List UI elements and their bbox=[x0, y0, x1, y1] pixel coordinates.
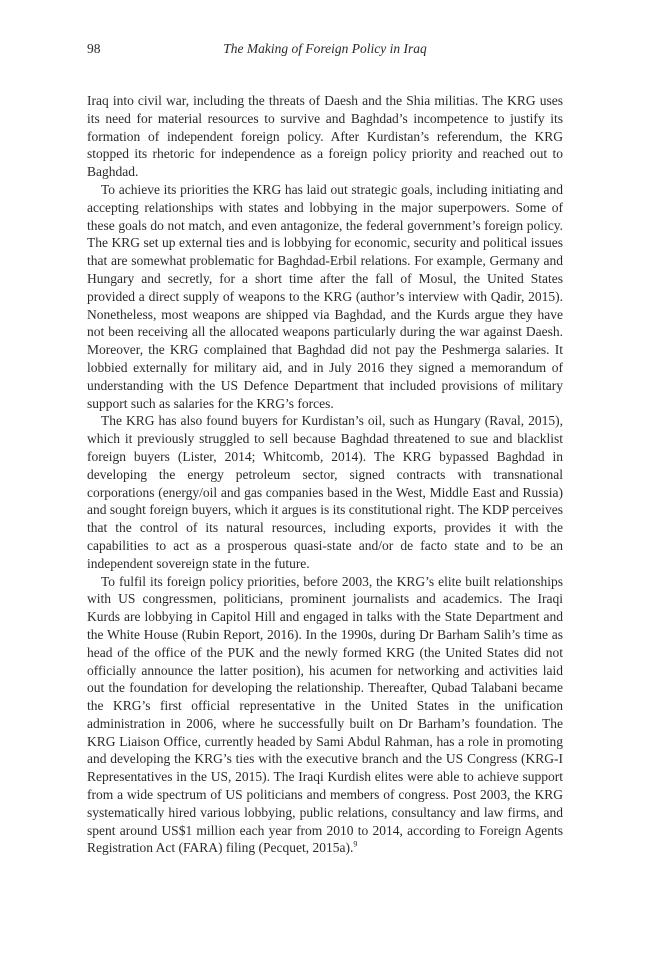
paragraph bbox=[87, 412, 563, 572]
page-header bbox=[87, 40, 563, 64]
paragraph bbox=[87, 573, 563, 858]
running-title: The Making of Foreign Policy in Iraq bbox=[223, 41, 427, 56]
paragraph bbox=[87, 181, 563, 412]
paragraph bbox=[87, 92, 563, 181]
paragraph-text: Iraq into civil war, including the threats of Daesh and the Shia militias. The KRG uses its need for material resources to survive and Baghdad’s incompetence to justify its formation of independent foreign policy. After Kurdistan’s referendum, the KRG stopped its rhetoric for independence as a foreign policy priority and reached out to Baghdad. bbox=[87, 93, 563, 180]
paragraph-text: The KRG has also found buyers for Kurdistan’s oil, such as Hungary (Raval, 2015), which it previously struggled to sell because Baghdad threatened to sue and blacklist foreign buyers (Lister, 2014; Whitcomb, 2014). The KRG bypassed Baghdad in developing the energy petroleum sector, signed contracts with transnational corporations (energy/oil and gas companies based in the West, Middle East and Russia) and sought foreign buyers, which it argues is its constitutional right. The KDP perceives that the control of its natural resources, including exports, provides it with the capabilities to act as a prosperous quasi-state and/or de facto state and to be an independent sovereign state in the future. bbox=[87, 413, 563, 571]
body-text bbox=[87, 92, 563, 857]
paragraph-text: To fulfil its foreign policy priorities, before 2003, the KRG’s elite built relationships with US congressmen, politicians, prominent journalists and academics. The Iraqi Kurds are lobbying in Capitol Hill and engaged in talks with the State Department and the White House (Rubin Report, 2016). In the 1990s, during Dr Barham Salih’s time as head of the office of the PUK and the newly formed KRG (the United States did not officially announce the latter position), his acumen for networking and activities laid out the foundation for developing the relationship. Thereafter, Qubad Talabani became the KRG’s first official representative in the United States in the unification administration in 2006, where he successfully built on Dr Barham’s foundation. The KRG Liaison Office, currently headed by Sami Abdul Rahman, has a role in promoting and developing the KRG’s ties with the executive branch and the US Congress (KRG-I Representatives in the US, 2015). The Iraqi Kurdish elites were able to achieve support from a wide spectrum of US politicians and members of congress. Post 2003, the KRG systematically hired various lobbying, public relations, consultancy and law firms, and spent around US$1 million each year from 2010 to 2014, according to Foreign Agents Registration Act (FARA) filing (Pecquet, 2015a). bbox=[87, 573, 563, 856]
paragraph-text: To achieve its priorities the KRG has laid out strategic goals, including initiating and accepting relationships with states and lobbying in the major superpowers. Some of these goals do not match, and even antagonize, the federal government’s foreign policy. The KRG set up external ties and is lobbying for economic, security and political issues that are somewhat problematic for Baghdad-Erbil relations. For example, Germany and Hungary and secretly, for a short time after the fall of Mosul, the United States provided a direct supply of weapons to the KRG (author’s interview with Qadir, 2015). Nonetheless, most weapons are shipped via Baghdad, and the Kurds argue they have not been receiving all the allocated weapons particularly during the war against Daesh. Moreover, the KRG complained that Baghdad did not pay the Peshmerga salaries. It lobbied externally for military aid, and in July 2016 they signed a memorandum of understanding with the US Defence Department that included provisions of military support such as salaries for the KRG’s forces. bbox=[87, 181, 563, 411]
book-page bbox=[87, 40, 563, 857]
footnote-reference[interactable]: 9 bbox=[353, 839, 358, 849]
page-number: 98 bbox=[87, 41, 101, 56]
